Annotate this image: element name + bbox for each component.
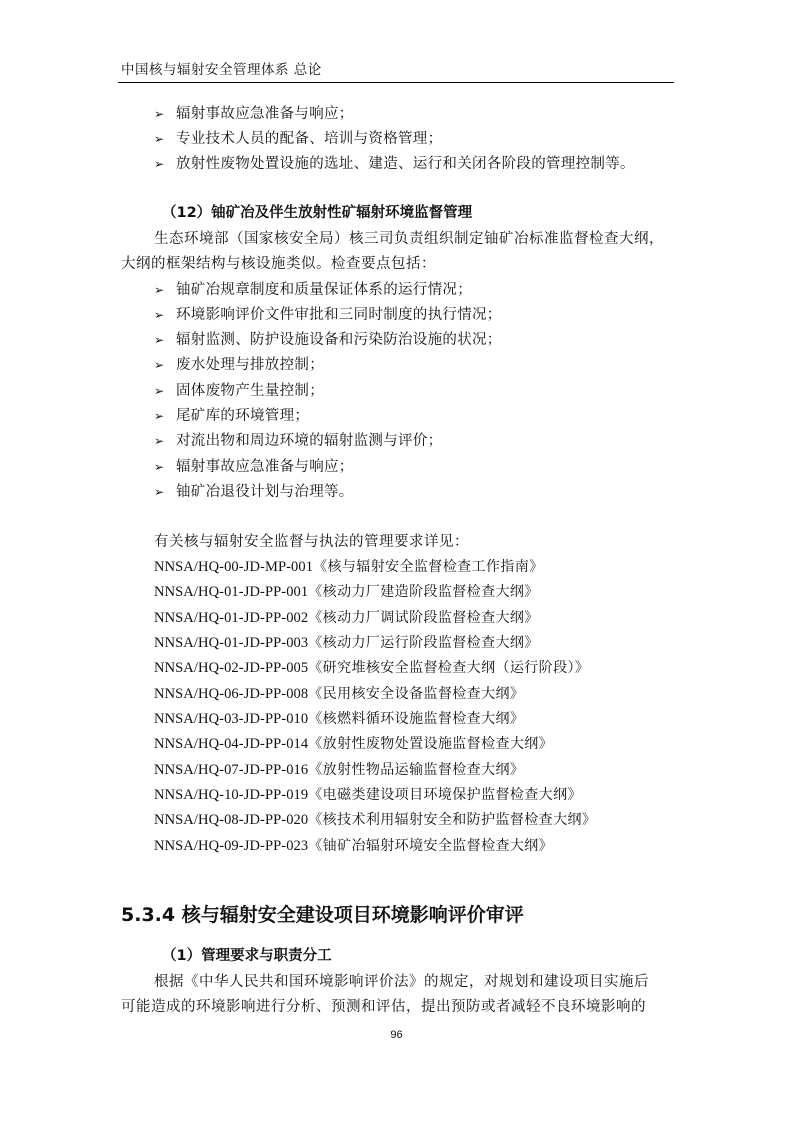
- reference-item: NNSA/HQ-01-JD-PP-002《核动力厂调试阶段监督检查大纲》: [154, 610, 539, 626]
- header-divider: [118, 82, 674, 83]
- arrow-bullet-icon: ➢: [154, 485, 165, 499]
- paragraph-line: 大纲的框架结构与核设施类似。检查要点包括：: [121, 256, 436, 272]
- paragraph-line: 可能造成的环境影响进行分析、预测和评估，提出预防或者减轻不良环境影响的: [121, 999, 646, 1015]
- list-item: ➢ 辐射事故应急准备与响应；: [154, 459, 354, 475]
- arrow-bullet-icon: ➢: [154, 409, 165, 423]
- arrow-bullet-icon: ➢: [154, 434, 165, 448]
- list-item: ➢ 辐射事故应急准备与响应；: [154, 106, 354, 122]
- arrow-bullet-icon: ➢: [154, 157, 165, 171]
- list-item: ➢ 固体废物产生量控制；: [154, 383, 324, 399]
- paragraph-line: 生态环境部（国家核安全局）核三司负责组织制定铀矿冶标准监督检查大纲，: [154, 231, 664, 247]
- reference-item: NNSA/HQ-07-JD-PP-016《放射性物品运输监督检查大纲》: [154, 762, 525, 778]
- arrow-bullet-icon: ➢: [154, 283, 165, 297]
- list-item: ➢ 辐射监测、防护设施设备和污染防治设施的状况；: [154, 332, 502, 348]
- arrow-bullet-icon: ➢: [154, 358, 165, 372]
- reference-item: NNSA/HQ-06-JD-PP-008《民用核安全设备监督检查大纲》: [154, 686, 525, 702]
- reference-item: NNSA/HQ-09-JD-PP-023《铀矿冶辐射环境安全监督检查大纲》: [154, 838, 554, 854]
- references-intro: 有关核与辐射安全监督与执法的管理要求详见：: [154, 534, 469, 550]
- list-item: ➢ 废水处理与排放控制；: [154, 357, 324, 373]
- subsection-heading: （1）管理要求与职责分工: [162, 948, 332, 964]
- list-item: ➢ 铀矿冶退役计划与治理等。: [154, 484, 354, 500]
- arrow-bullet-icon: ➢: [154, 107, 165, 121]
- section-heading: 5.3.4 核与辐射安全建设项目环境影响评价审评: [121, 904, 524, 926]
- reference-item: NNSA/HQ-01-JD-PP-001《核动力厂建造阶段监督检查大纲》: [154, 584, 539, 600]
- reference-item: NNSA/HQ-03-JD-PP-010《核燃料循环设施监督检查大纲》: [154, 711, 525, 727]
- list-item: ➢ 对流出物和周边环境的辐射监测与评价；: [154, 433, 443, 449]
- list-item: ➢ 尾矿库的环境管理；: [154, 408, 310, 424]
- arrow-bullet-icon: ➢: [154, 384, 165, 398]
- paragraph-line: 根据《中华人民共和国环境影响评价法》的规定，对规划和建设项目实施后: [154, 974, 649, 990]
- reference-item: NNSA/HQ-02-JD-PP-005《研究堆核安全监督检查大纲（运行阶段）》: [154, 660, 590, 676]
- list-item: ➢ 环境影响评价文件审批和三同时制度的执行情况；: [154, 307, 502, 323]
- arrow-bullet-icon: ➢: [154, 460, 165, 474]
- page-number: 96: [390, 1029, 403, 1041]
- subsection-heading: （12）铀矿冶及伴生放射性矿辐射环境监督管理: [162, 205, 473, 221]
- arrow-bullet-icon: ➢: [154, 132, 165, 146]
- reference-item: NNSA/HQ-08-JD-PP-020《核技术利用辐射安全和防护监督检查大纲》: [154, 812, 597, 828]
- list-item: ➢ 放射性废物处置设施的选址、建造、运行和关闭各阶段的管理控制等。: [154, 156, 635, 172]
- list-item: ➢ 铀矿冶规章制度和质量保证体系的运行情况；: [154, 282, 472, 298]
- list-item: ➢ 专业技术人员的配备、培训与资格管理；: [154, 131, 443, 147]
- running-header: 中国核与辐射安全管理体系 总论: [121, 62, 322, 78]
- arrow-bullet-icon: ➢: [154, 333, 165, 347]
- reference-item: NNSA/HQ-01-JD-PP-003《核动力厂运行阶段监督检查大纲》: [154, 635, 539, 651]
- reference-item: NNSA/HQ-10-JD-PP-019《电磁类建设项目环境保护监督检查大纲》: [154, 787, 582, 803]
- reference-item: NNSA/HQ-04-JD-PP-014《放射性废物处置设施监督检查大纲》: [154, 736, 554, 752]
- arrow-bullet-icon: ➢: [154, 308, 165, 322]
- reference-item: NNSA/HQ-00-JD-MP-001《核与辐射安全监督检查工作指南》: [154, 559, 544, 575]
